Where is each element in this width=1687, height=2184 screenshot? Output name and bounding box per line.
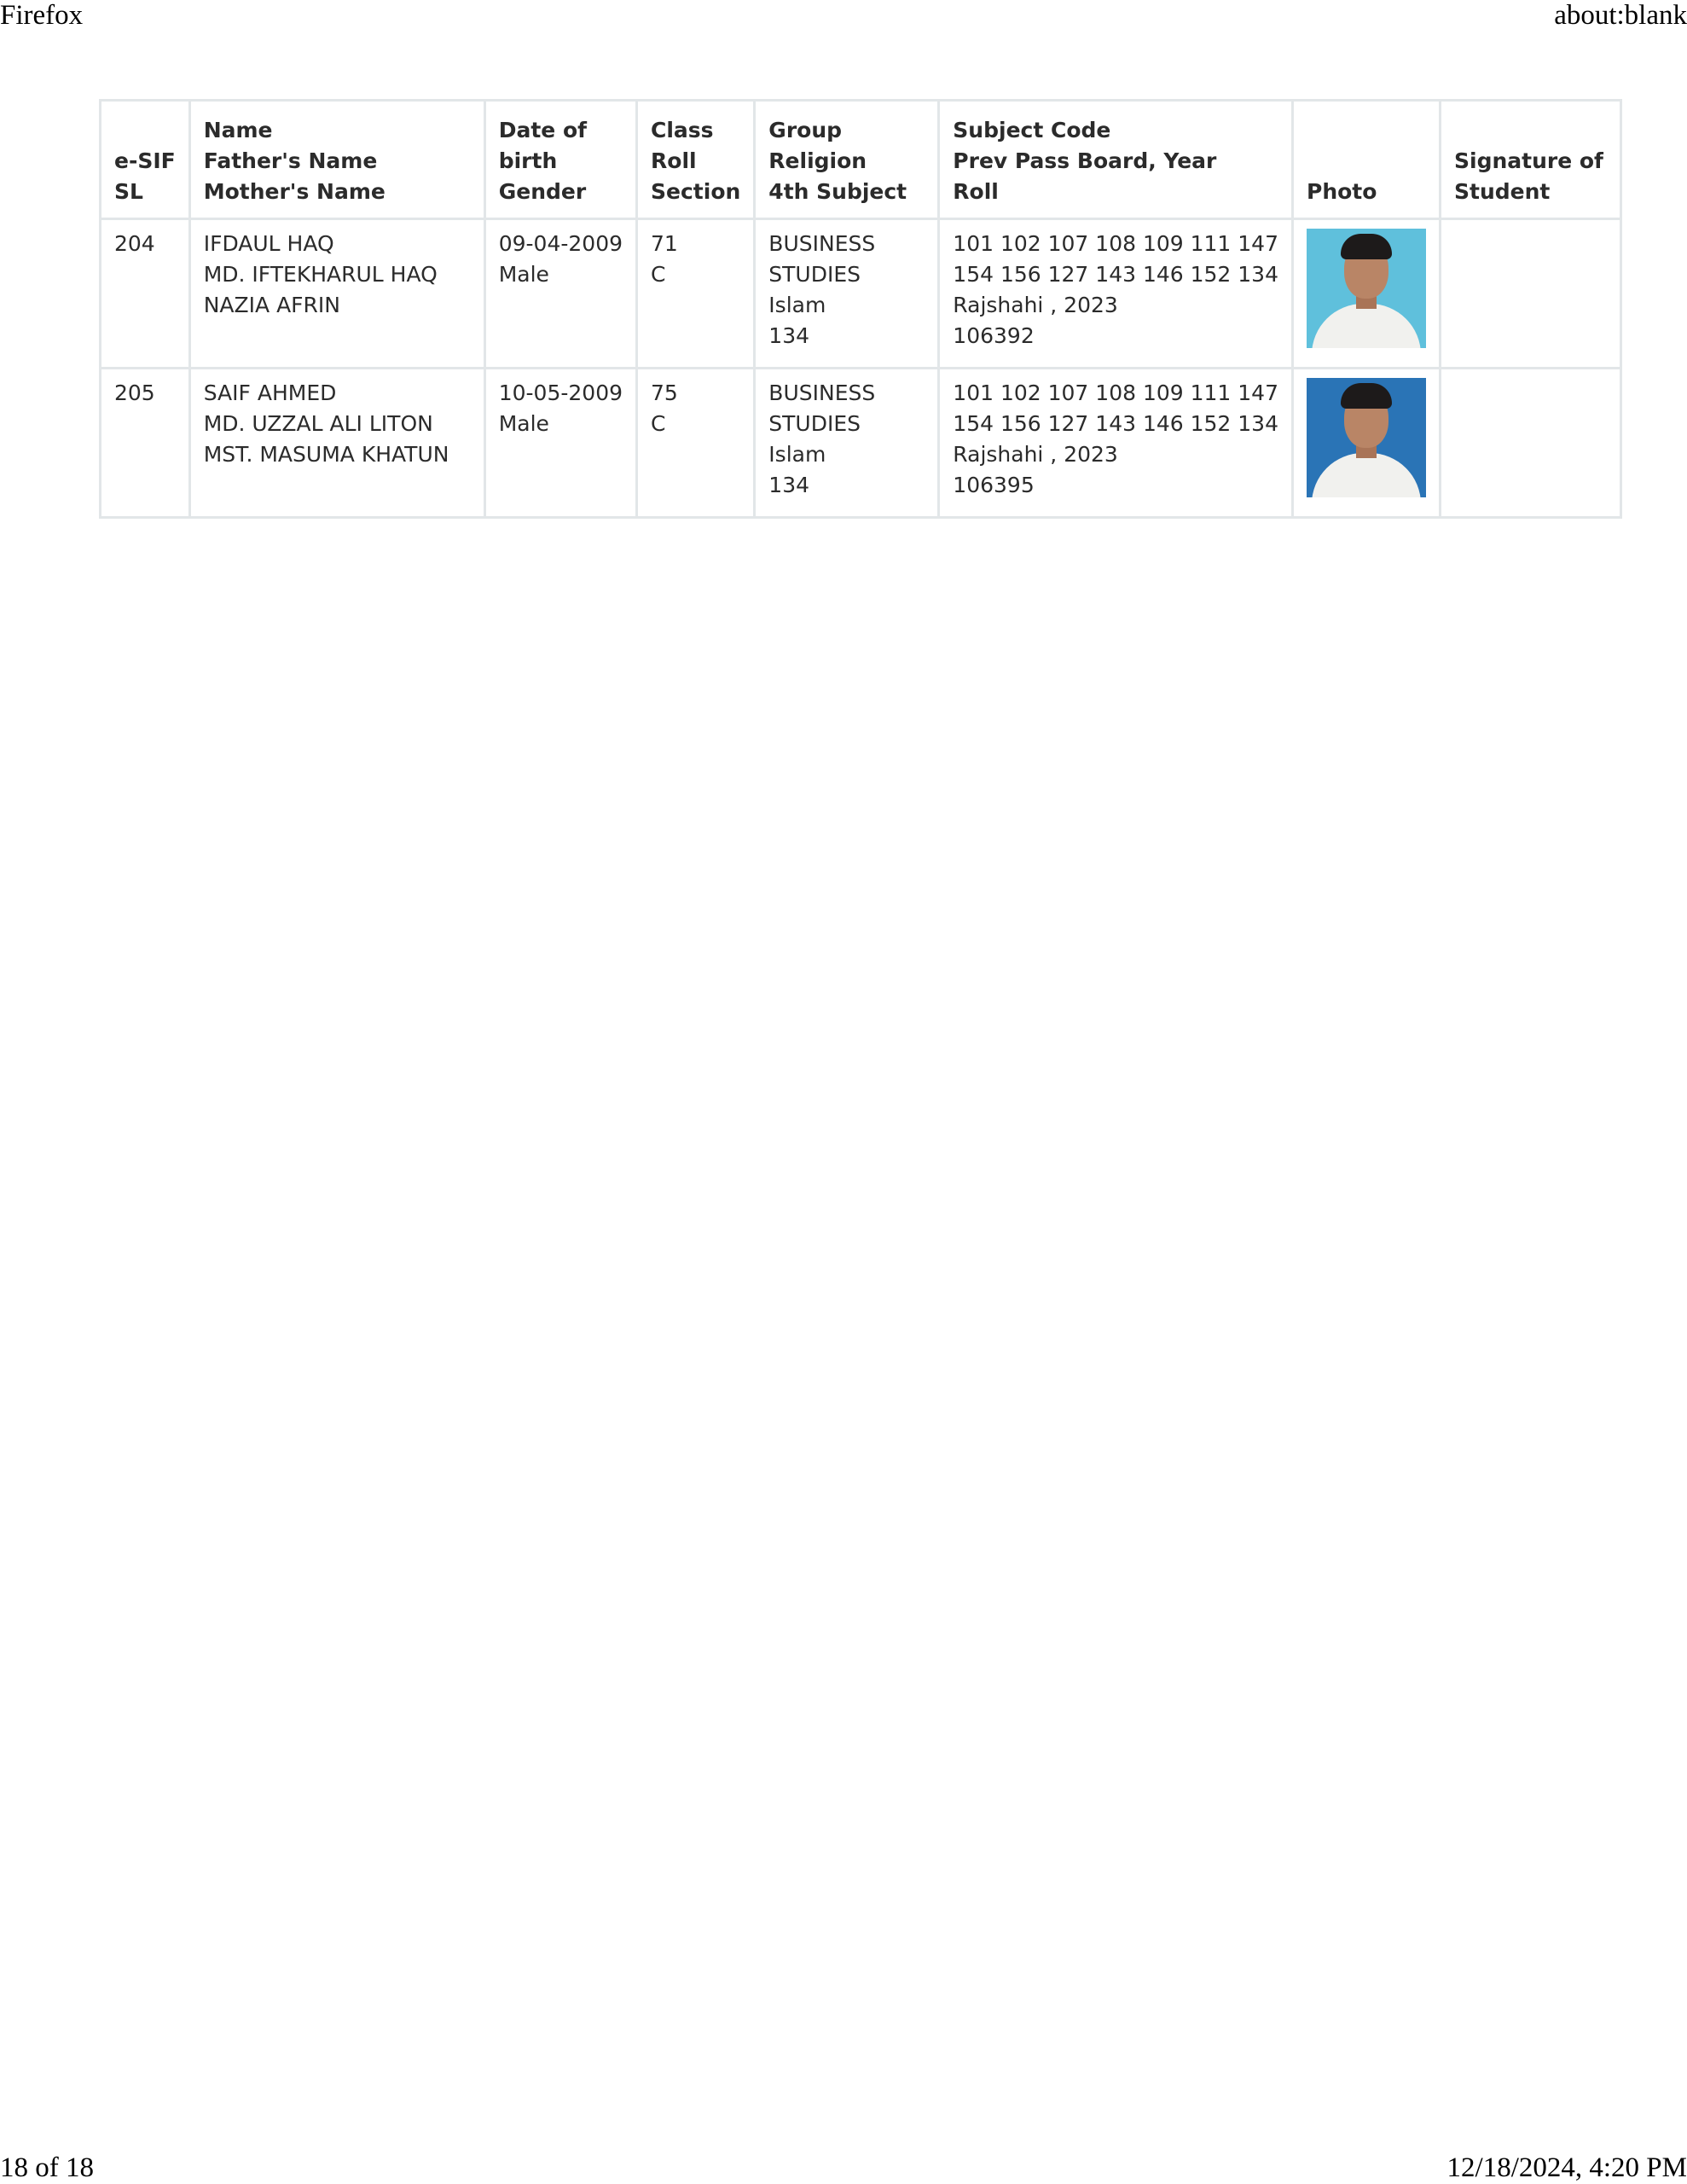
cell-names (189, 369, 484, 518)
print-header-title: Firefox (0, 0, 84, 31)
student-table (99, 99, 1622, 519)
header-group: Group Religion 4th Subject (755, 101, 939, 219)
header-name: Name Father's Name Mother's Name (189, 101, 484, 219)
cell-photo (1293, 369, 1441, 518)
student-name: SAIF AHMED (203, 380, 337, 405)
cell-photo (1293, 219, 1441, 369)
father-name: MD. IFTEKHARUL HAQ (203, 262, 438, 287)
cell-signature (1441, 219, 1621, 369)
header-sl: e-SIF SL (101, 101, 190, 219)
student-photo (1307, 229, 1426, 348)
cell-group: BUSINESS STUDIES Islam 134 (755, 369, 939, 518)
cell-sl: 204 (101, 219, 190, 369)
mother-name: NAZIA AFRIN (203, 293, 340, 317)
cell-class: 75 C (637, 369, 755, 518)
header-class: Class Roll Section (637, 101, 755, 219)
cell-class: 71 C (637, 219, 755, 369)
table-row (101, 219, 1621, 369)
student-photo (1307, 378, 1426, 497)
header-subject: Subject Code Prev Pass Board, Year Roll (939, 101, 1293, 219)
header-photo: Photo (1293, 101, 1441, 219)
print-page-counter: 18 of 18 (0, 2152, 94, 2183)
cell-names (189, 219, 484, 369)
print-datetime: 12/18/2024, 4:20 PM (1446, 2152, 1687, 2183)
cell-subject: 101 102 107 108 109 111 147 154 156 127 143 146 152 134 Rajshahi , 2023 106392 (939, 219, 1293, 369)
cell-signature (1441, 369, 1621, 518)
table-row (101, 369, 1621, 518)
header-signature: Signature of Student (1441, 101, 1621, 219)
father-name: MD. UZZAL ALI LITON (203, 411, 433, 436)
cell-subject: 101 102 107 108 109 111 147 154 156 127 143 146 152 134 Rajshahi , 2023 106395 (939, 369, 1293, 518)
mother-name: MST. MASUMA KHATUN (203, 442, 449, 467)
cell-group: BUSINESS STUDIES Islam 134 (755, 219, 939, 369)
cell-dob: 10-05-2009 Male (484, 369, 636, 518)
cell-sl: 205 (101, 369, 190, 518)
table-header-row (101, 101, 1621, 219)
header-dob: Date of birth Gender (484, 101, 636, 219)
student-name: IFDAUL HAQ (203, 231, 334, 256)
print-header-url: about:blank (1554, 0, 1687, 31)
cell-dob: 09-04-2009 Male (484, 219, 636, 369)
